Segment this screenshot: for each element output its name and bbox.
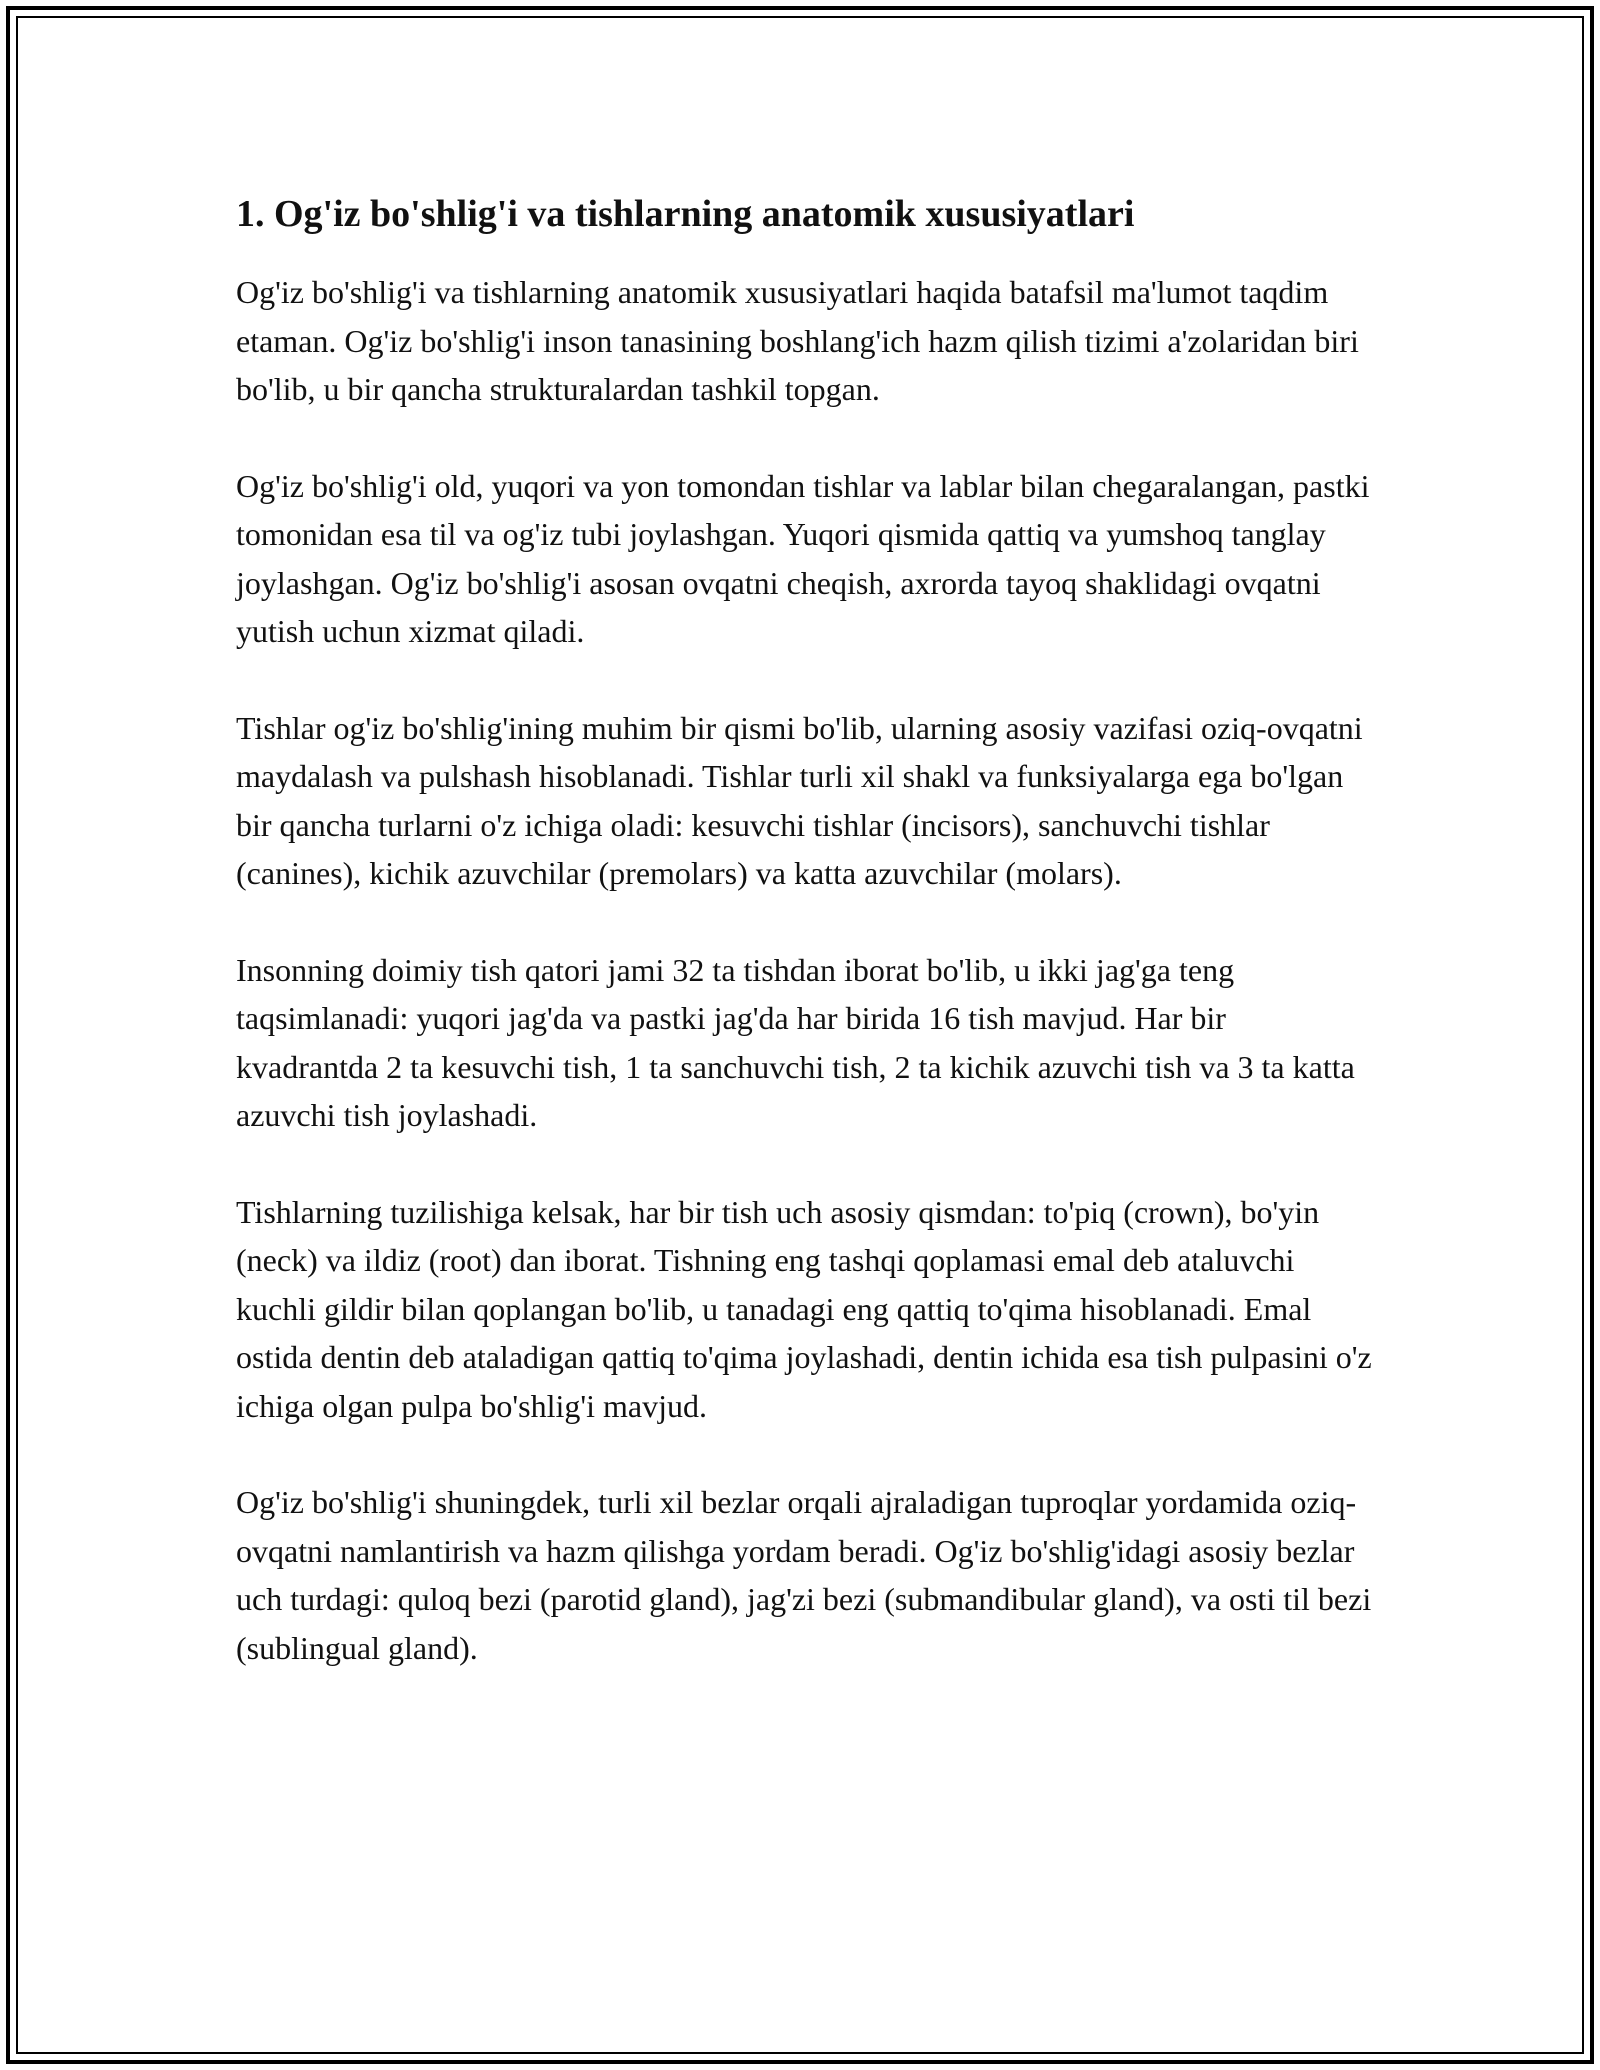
paragraph-salivary-glands: Og'iz bo'shlig'i shuningdek, turli xil bezlar orqali ajraladigan tuproqlar yordamida oziq-ovqatni namlantirish va hazm qilishga yordam beradi. Og'iz bo'shlig'idagi asosiy bezlar uch turdagi: quloq bezi (parotid gland), jag'zi bezi (submandibular gland), va osti til bezi (sublingual gland). [236,1484,1372,1666]
document-body [236,186,1376,1720]
paragraph-teeth-types: Tishlar og'iz bo'shlig'ining muhim bir qismi bo'lib, ularning asosiy vazifasi oziq-ovqatni maydalash va pulshash hisoblanadi. Tishlar turli xil shakl va funksiyalarga ega bo'lgan bir qancha turlarni o'z ichiga oladi: kesuvchi tishlar (incisors), sanchuvchi tishlar (canines), kichik azuvchilar (premolars) va katta azuvchilar (molars). [236,709,1363,891]
paragraph-tooth-structure: Tishlarning tuzilishiga kelsak, har bir tish uch asosiy qismdan: to'piq (crown), bo'yin (neck) va ildiz (root) dan iborat. Tishning eng tashqi qoplamasi emal deb ataluvchi kuchli gildir bilan qoplangan bo'lib, u tanadagi eng qattiq to'qima hisoblanadi. Emal ostida dentin deb ataladigan qattiq to'qima joylashadi, dentin ichida esa tish pulpasini o'z ichiga olgan pulpa bo'shlig'i mavjud. [236,1193,1372,1424]
paragraph-intro: Og'iz bo'shlig'i va tishlarning anatomik xususiyatlari haqida batafsil ma'lumot taqdim etaman. Og'iz bo'shlig'i inson tanasining boshlang'ich hazm qilish tizimi a'zolaridan biri bo'lib, u bir qancha strukturalardan tashkil topgan. [236,274,1359,407]
paragraph-oral-cavity-boundaries: Og'iz bo'shlig'i old, yuqori va yon tomondan tishlar va lablar bilan chegaralangan, pastki tomonidan esa til va og'iz tubi joylashgan. Yuqori qismida qattiq va yumshoq tanglay joylashgan. Og'iz bo'shlig'i asosan ovqatni cheqish, axrorda tayoq shaklidagi ovqatni yutish uchun xizmat qiladi. [236,467,1370,649]
section-heading: 1. Og'iz bo'shlig'i va tishlarning anatomik xususiyatlari [236,193,1135,235]
paragraph-permanent-dentition: Insonning doimiy tish qatori jami 32 ta tishdan iborat bo'lib, u ikki jag'ga teng taqsimlanadi: yuqori jag'da va pastki jag'da har birida 16 tish mavjud. Har bir kvadrantda 2 ta kesuvchi tish, 1 ta sanchuvchi tish, 2 ta kichik azuvchi tish va 3 ta katta azuvchi tish joylashadi. [236,951,1355,1133]
